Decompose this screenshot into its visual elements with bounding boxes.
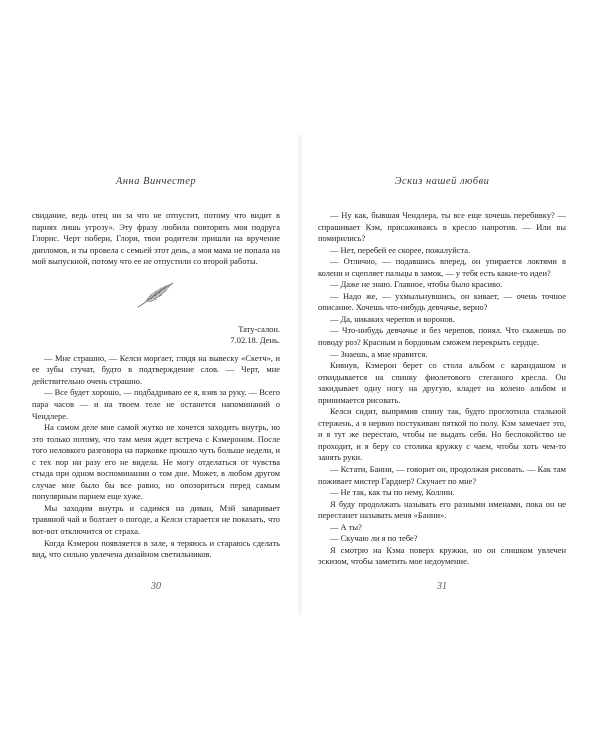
feather-icon [135, 280, 177, 310]
left-page [32, 140, 280, 610]
left-body-text [32, 210, 280, 561]
paragraph: — Кстати, Банни, — говорит он, продолжая рисовать. — Как там поживает мистер Гарднер? Скучает по мне? [318, 464, 566, 486]
paragraph: свидание, ведь отец ни за что не отпустит, потому что видит в парнях лишь угрозу». Эту фразу любила повторять моя подруга Глорис. Черт побери, Глори, твои родители пришли на вручение дипломов, и ты провела с семьей этот день, а моя мама не попала на мой выпускной, потому что ее не отпустили со второй работы. [32, 210, 280, 267]
paragraph: Кивнув, Кэмерон берет со стола альбом с карандашом и откидывается на спинку фиолетового стеганого кресла. Он закидывает одну ногу на другую, кладет на колено альбом и принимается рисовать. [318, 360, 566, 405]
paragraph: — Даже не знаю. Главное, чтобы было красиво. [330, 279, 503, 290]
paragraph: — Да, никаких черепов и воронов. [330, 313, 455, 324]
paragraph: — Не так, как ты по нему, Коллин. [330, 487, 455, 498]
paragraph: — Скучаю ли я по тебе? [330, 533, 418, 544]
paragraph: — Нет, перебей ее скорее, пожалуйста. [330, 244, 471, 255]
paragraph: — Все будет хорошо, — подбадриваю ее я, взяв за руку. — Всего пара часов — и на твоем теле не останется напоминаний о Чендлере. [32, 387, 280, 421]
paragraph: — А ты? [330, 521, 362, 532]
paragraph: — Отлично, — подавшись вперед, он упирается локтями в колени и сцепляет пальцы в замок, — у тебя есть какие-то идеи? [318, 256, 566, 278]
right-running-header: Эскиз нашей любви [394, 176, 490, 187]
paragraph: Я смотрю на Кэма поверх кружки, но он слишком увлечен эскизом, чтобы заметить мое недоумение. [318, 544, 566, 567]
left-page-number: 30 [151, 581, 161, 592]
right-page-number: 31 [437, 581, 447, 592]
paragraph: — Надо же, — ухмыльнувшись, он кивает, — очень точное описание. Хочешь что-нибудь девчачье, верно? [318, 290, 566, 313]
paragraph: Келси сидит, выпрямив спину так, будто проглотила стальной стержень, а я нервно постукиваю пяткой по полу. Кэм замечает это, и я тут же перестаю, чтобы не выдать себя. Но беспокойство не проходит, и я беру со столика кружку с чаем, чтобы хоть чем-то занять руки. [318, 406, 566, 463]
paragraph: — Что-нибудь девчачье и без черепов, понял. Что скажешь по поводу роз? Красным и бордовым сможем перекрыть сердце. [318, 325, 566, 348]
paragraph: — Знаешь, а мне нравится. [330, 348, 428, 359]
paragraph: — Мне страшно, — Келси моргает, глядя на вывеску «Скетч», и ее зубы стучат, будто в подтверждение слов. — Черт, мне действительно очень страшно. [32, 352, 280, 386]
paragraph: Мы заходим внутрь и садимся на диван, Мэй заваривает травяной чай и болтает о погоде, а Келси старается не показать, что вот-вот отключится от страха. [32, 502, 280, 537]
paragraph: На самом деле мне самой жутко не хочется заходить внутрь, но это только потому, что там меня ждет встреча с Кэмероном. После того неловкого разговора на парковке прошло чуть больше недели, и с тех пор ни разу его не видела. Не могу отделаться от чувства стыда при одном воспоминании о том дне. Может, в любом другом случае мне было бы все равно, но опозориться перед самым популярным парнем еще хуже. [32, 422, 280, 502]
paragraph: Я буду продолжать называть его разными именами, пока он не перестанет называть меня «Банни». [318, 498, 566, 521]
paragraph: — Ну как, бывшая Чендлера, ты все еще хочешь перебивку? — спрашивает Кэм, присаживаясь в кресло напротив. — Или вы помирились? [318, 210, 566, 244]
left-running-header: Анна Винчестер [115, 176, 197, 187]
book-gutter [297, 135, 303, 615]
diary-place: Тату-салон. [238, 323, 280, 334]
right-page [318, 140, 566, 610]
paragraph: Когда Кэмерон появляется в зале, я теряюсь и стараюсь сделать вид, что сильно увлечена дизайном светильников. [32, 537, 280, 560]
diary-date: 7.02.18. День. [230, 335, 280, 346]
right-body-text [318, 210, 566, 568]
